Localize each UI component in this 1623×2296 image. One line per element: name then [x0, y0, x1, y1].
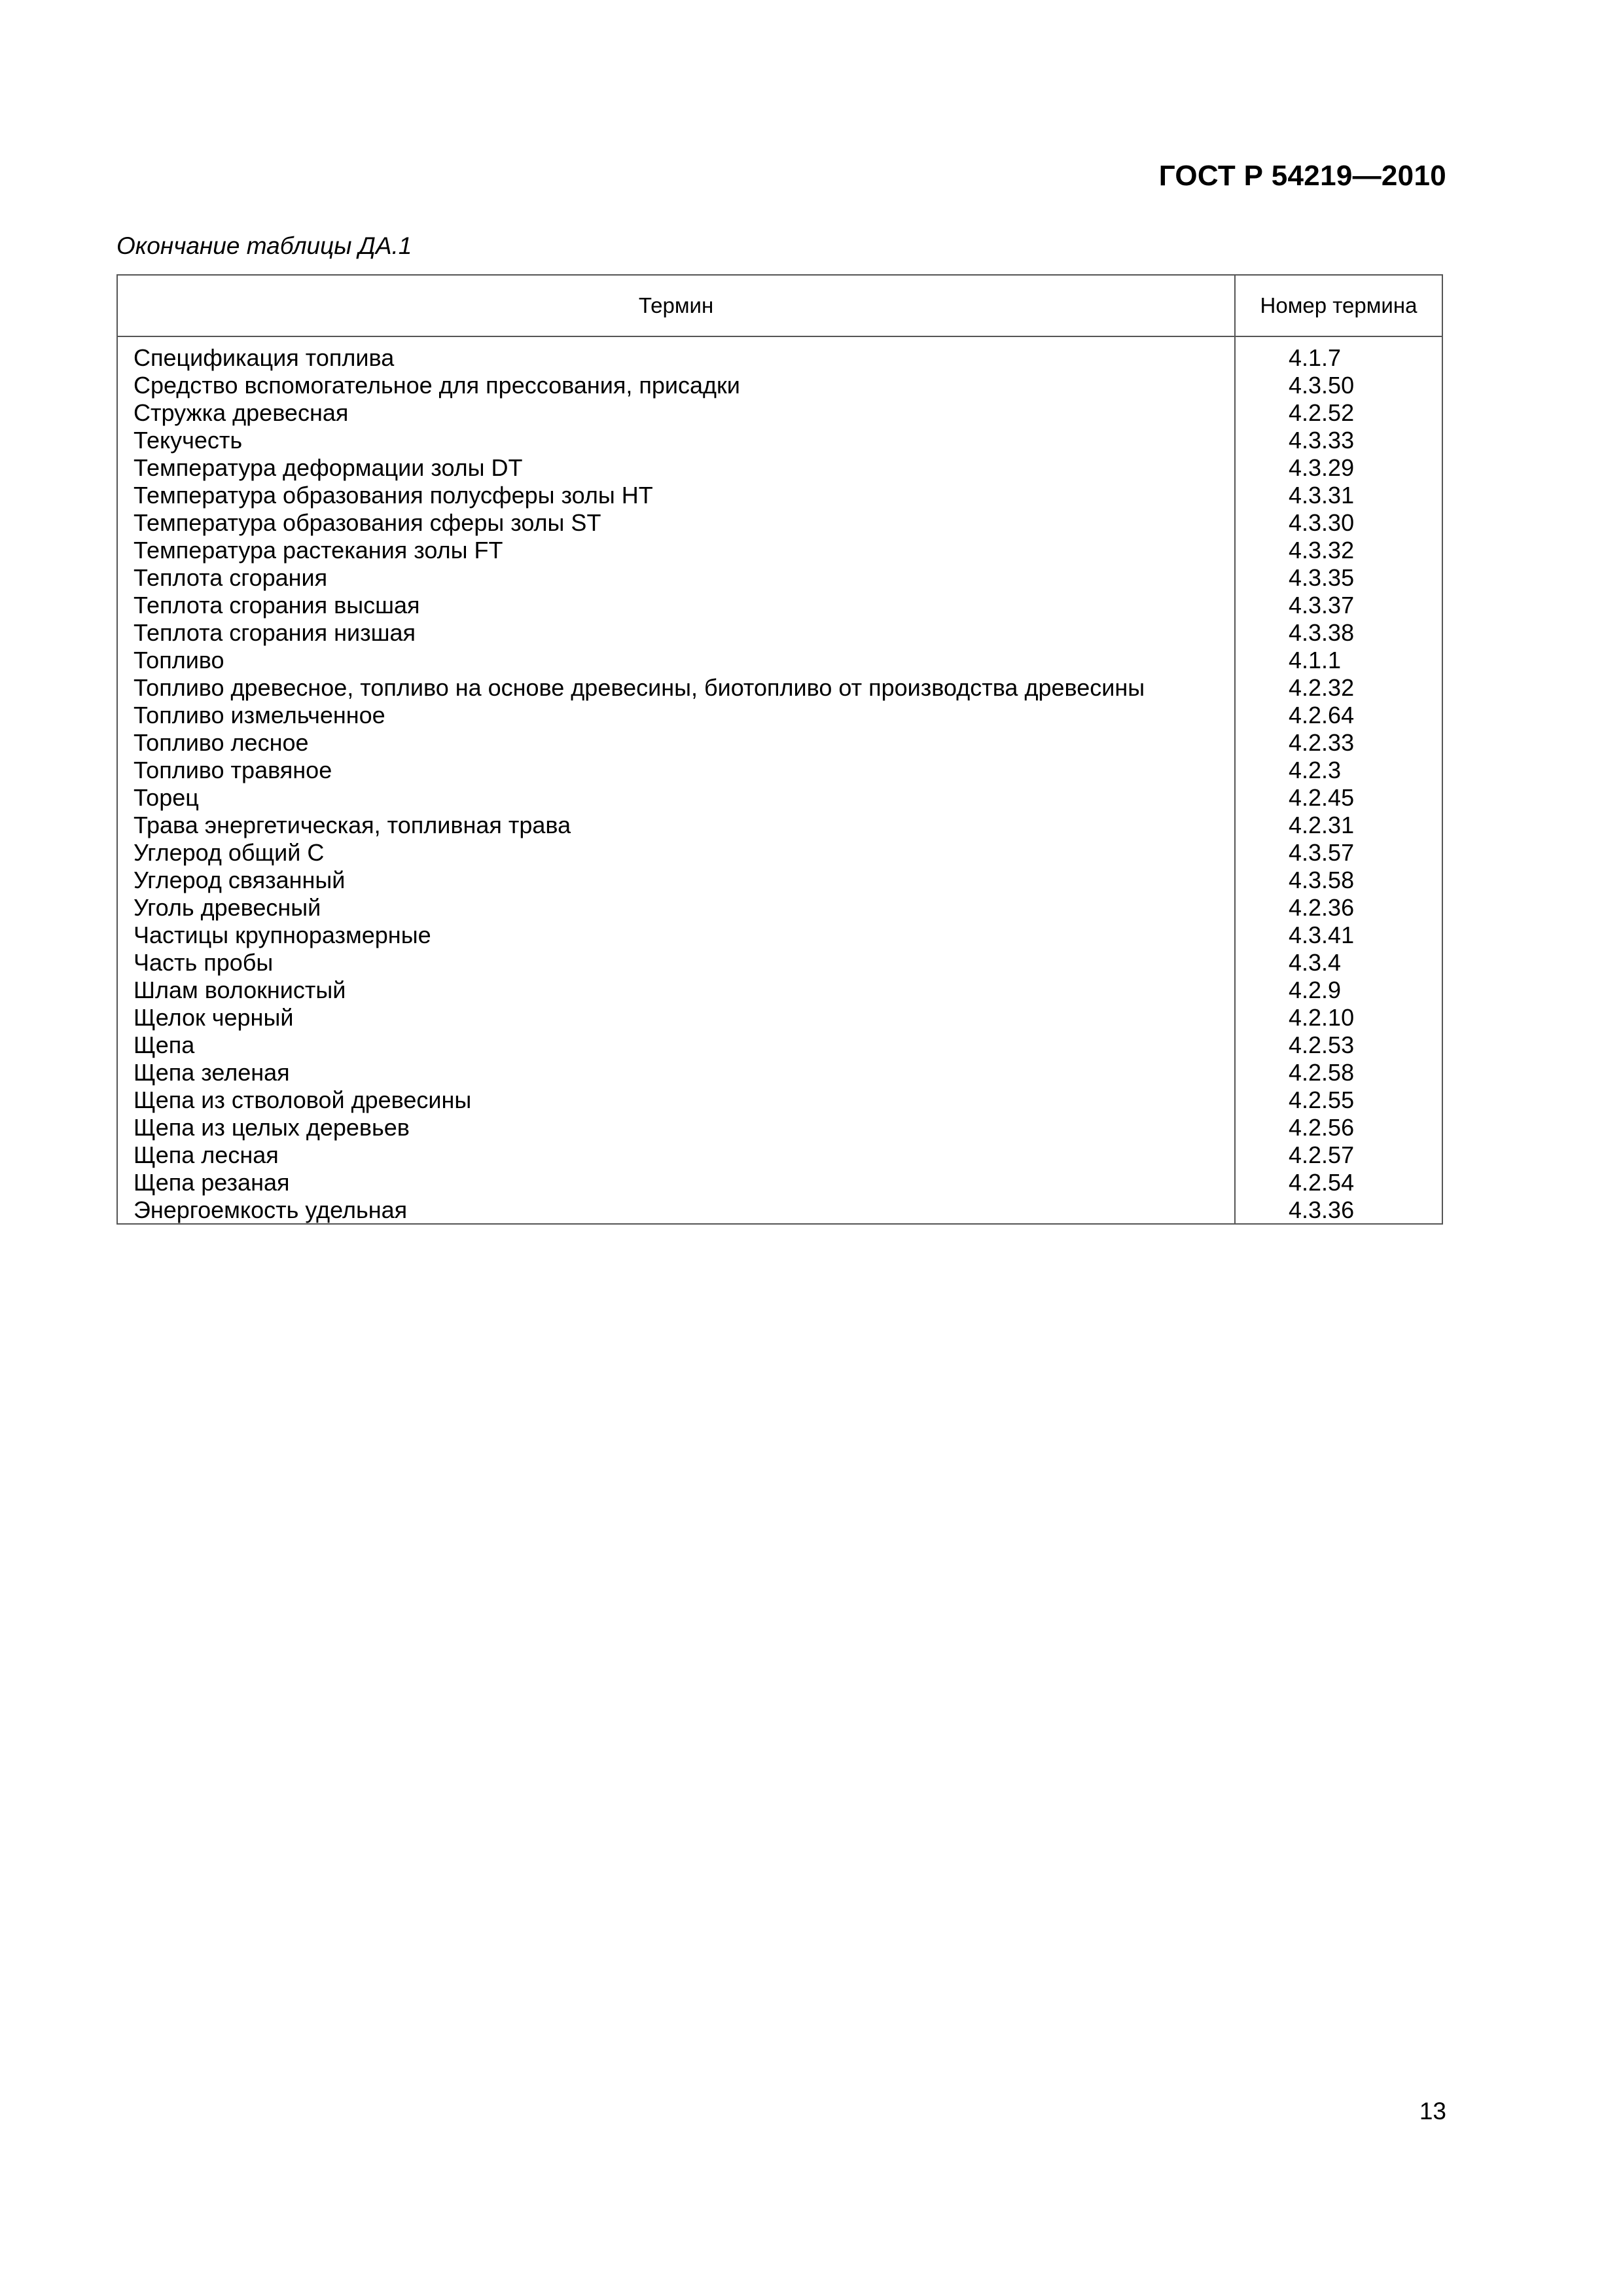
- table-row: [118, 729, 1442, 757]
- table-row: [118, 867, 1442, 894]
- term-cell: Частицы крупноразмерные: [134, 922, 431, 948]
- terms-table: [116, 274, 1443, 1225]
- table-row: [118, 839, 1442, 867]
- table-row: [118, 674, 1442, 702]
- term-number-cell: 4.2.3: [1289, 757, 1342, 783]
- term-number-cell: 4.2.36: [1289, 894, 1355, 921]
- term-number-cell: 4.2.10: [1289, 1004, 1355, 1031]
- term-cell: Спецификация топлива: [134, 344, 395, 371]
- table-row: [118, 1141, 1442, 1169]
- term-number-cell: 4.3.41: [1289, 922, 1355, 948]
- table-row: [118, 977, 1442, 1004]
- term-number-cell: 4.2.56: [1289, 1114, 1355, 1141]
- term-number-cell: 4.1.1: [1289, 647, 1342, 673]
- table-caption: Окончание таблицы ДА.1: [116, 232, 412, 259]
- term-number-cell: 4.3.50: [1289, 372, 1355, 399]
- term-cell: Углерод связанный: [134, 867, 346, 893]
- term-cell: Температура образования полусферы золы HT: [134, 482, 653, 509]
- term-cell: Шлам волокнистый: [134, 977, 346, 1003]
- table-row: [118, 1031, 1442, 1059]
- term-cell: Энергоемкость удельная: [134, 1196, 408, 1223]
- table-row: [118, 509, 1442, 537]
- term-number-cell: 4.2.64: [1289, 702, 1355, 728]
- term-cell: Щепа резаная: [134, 1169, 290, 1196]
- table-row: [118, 922, 1442, 949]
- document-standard-id: ГОСТ Р 54219—2010: [1158, 160, 1446, 192]
- term-number-cell: 4.3.58: [1289, 867, 1355, 893]
- table-header-row: [118, 276, 1442, 337]
- table-row: [118, 1004, 1442, 1031]
- term-number-cell: 4.3.31: [1289, 482, 1355, 509]
- table-row: [118, 894, 1442, 922]
- column-header-term: Термин: [638, 293, 714, 317]
- term-cell: Температура растекания золы FT: [134, 537, 503, 564]
- table-row: [118, 702, 1442, 729]
- table-row: [118, 619, 1442, 647]
- table-body: [118, 344, 1442, 1224]
- table-row: [118, 537, 1442, 564]
- term-cell: Температура деформации золы DT: [134, 454, 523, 481]
- table-row: [118, 1086, 1442, 1114]
- term-number-cell: 4.2.57: [1289, 1141, 1355, 1168]
- table-row: [118, 592, 1442, 619]
- term-cell: Щепа: [134, 1031, 195, 1058]
- term-number-cell: 4.2.31: [1289, 812, 1355, 838]
- table-row: [118, 1196, 1442, 1224]
- term-cell: Торец: [134, 784, 199, 811]
- term-number-cell: 4.2.53: [1289, 1031, 1355, 1058]
- term-cell: Часть пробы: [134, 949, 274, 976]
- table-row: [118, 372, 1442, 399]
- table-row: [118, 784, 1442, 812]
- term-number-cell: 4.2.9: [1289, 977, 1342, 1003]
- table-row: [118, 564, 1442, 592]
- term-number-cell: 4.3.4: [1289, 949, 1342, 976]
- term-cell: Теплота сгорания низшая: [134, 619, 416, 646]
- term-cell: Температура образования сферы золы ST: [134, 509, 601, 536]
- term-number-cell: 4.3.57: [1289, 839, 1355, 866]
- term-cell: Текучесть: [134, 427, 243, 454]
- term-cell: Щелок черный: [134, 1004, 294, 1031]
- term-number-cell: 4.2.45: [1289, 784, 1355, 811]
- term-number-cell: 4.2.33: [1289, 729, 1355, 756]
- table-row: [118, 812, 1442, 839]
- table-row: [118, 1114, 1442, 1141]
- term-cell: Топливо лесное: [134, 729, 309, 756]
- term-cell: Щепа зеленая: [134, 1059, 290, 1086]
- table-row: [118, 949, 1442, 977]
- term-number-cell: 4.3.33: [1289, 427, 1355, 454]
- term-cell: Топливо: [134, 647, 224, 673]
- term-number-cell: 4.3.36: [1289, 1196, 1355, 1223]
- term-number-cell: 4.1.7: [1289, 344, 1342, 371]
- term-number-cell: 4.3.30: [1289, 509, 1355, 536]
- term-cell: Топливо древесное, топливо на основе древесины, биотопливо от производства древесины: [134, 674, 1145, 701]
- term-cell: Щепа из стволовой древесины: [134, 1086, 472, 1113]
- term-number-cell: 4.2.32: [1289, 674, 1355, 701]
- term-number-cell: 4.2.58: [1289, 1059, 1355, 1086]
- term-number-cell: 4.2.55: [1289, 1086, 1355, 1113]
- term-cell: Углерод общий C: [134, 839, 325, 866]
- term-number-cell: 4.3.29: [1289, 454, 1355, 481]
- term-cell: Средство вспомогательное для прессования, присадки: [134, 372, 740, 399]
- term-cell: Щепа из целых деревьев: [134, 1114, 410, 1141]
- table-row: [118, 1169, 1442, 1196]
- term-cell: Трава энергетическая, топливная трава: [134, 812, 571, 838]
- table-row: [118, 427, 1442, 454]
- term-cell: Теплота сгорания: [134, 564, 328, 591]
- term-number-cell: 4.2.52: [1289, 399, 1355, 426]
- term-cell: Теплота сгорания высшая: [134, 592, 420, 619]
- term-number-cell: 4.3.38: [1289, 619, 1355, 646]
- term-cell: Стружка древесная: [134, 399, 349, 426]
- table-row: [118, 344, 1442, 372]
- term-cell: Щепа лесная: [134, 1141, 279, 1168]
- table-row: [118, 454, 1442, 482]
- table-row: [118, 647, 1442, 674]
- term-number-cell: 4.2.54: [1289, 1169, 1355, 1196]
- term-number-cell: 4.3.37: [1289, 592, 1355, 619]
- table-row: [118, 757, 1442, 784]
- table-row: [118, 399, 1442, 427]
- term-number-cell: 4.3.35: [1289, 564, 1355, 591]
- term-cell: Уголь древесный: [134, 894, 321, 921]
- column-header-term-number: Номер термина: [1260, 293, 1418, 317]
- term-number-cell: 4.3.32: [1289, 537, 1355, 564]
- table-row: [118, 482, 1442, 509]
- term-cell: Топливо травяное: [134, 757, 332, 783]
- term-cell: Топливо измельченное: [134, 702, 385, 728]
- page-number: 13: [1419, 2098, 1446, 2125]
- table-row: [118, 1059, 1442, 1086]
